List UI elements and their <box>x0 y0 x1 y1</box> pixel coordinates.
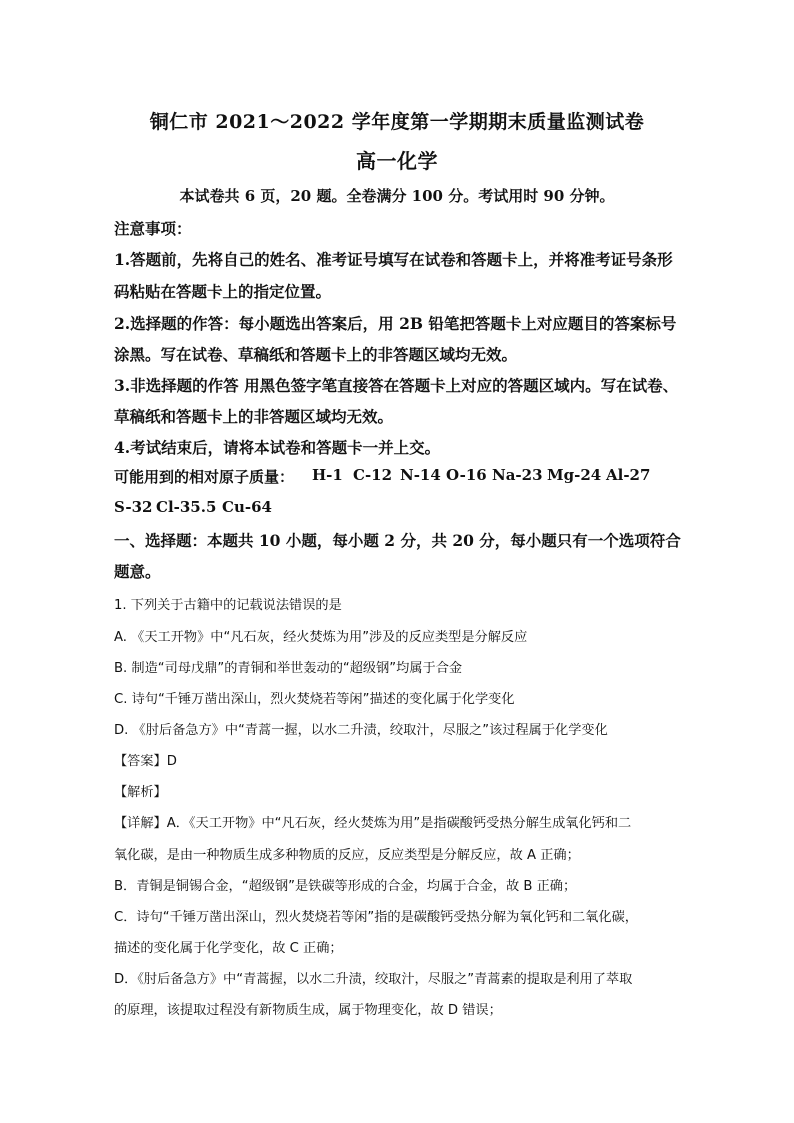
atomic-mass-value: S-32 <box>114 498 153 516</box>
detail-line: 氧化碳，是由一种物质生成多种物质的反应，反应类型是分解反应，故 A 正确； <box>114 848 580 863</box>
note-item-2-line-1: 2.选择题的作答：每小题选出答案后，用 2B 铅笔把答题卡上对应题目的答案标号 <box>114 314 677 333</box>
atomic-mass-value: C-12 <box>353 466 393 484</box>
atomic-mass-value: Mg-24 <box>547 466 602 484</box>
subject-title: 高一化学 <box>356 149 438 173</box>
atomic-mass-value: Al-27 <box>606 466 651 484</box>
option-b: B. 制造“司母戊鼎”的青铜和举世轰动的“超级钢”均属于合金 <box>114 661 463 676</box>
exam-summary: 本试卷共 6 页，20 题。全卷满分 100 分。考试用时 90 分钟。 <box>179 187 615 205</box>
note-item-3-line-1: 3.非选择题的作答 用黑色签字笔直接答在答题卡上对应的答题区域内。写在试卷、 <box>114 376 679 395</box>
answer-label: 【答案】D <box>114 754 177 769</box>
analysis-label: 【解析】 <box>114 785 167 800</box>
notes-heading: 注意事项： <box>114 219 192 238</box>
detail-line: D．《肘后备急方》中“青蒿握，以水二升渍，绞取汁，尽服之”青蒿素的提取是利用了萃取 <box>114 972 633 987</box>
option-a: A. 《天工开物》中“凡石灰，经火焚炼为用”涉及的反应类型是分解反应 <box>114 630 528 645</box>
note-item-1-line-1: 1.答题前，先将自己的姓名、准考证号填写在试卷和答题卡上，并将准考证号条形 <box>114 250 673 269</box>
note-item-3-line-2: 草稿纸和答题卡上的非答题区域均无效。 <box>114 407 394 426</box>
atomic-mass-label: 可能用到的相对原子质量： <box>114 468 295 486</box>
atomic-mass-value: Cu-64 <box>222 498 272 516</box>
atomic-mass-value: N-14 <box>400 466 441 484</box>
atomic-mass-value: O-16 <box>446 466 487 484</box>
option-d: D. 《肘后备急方》中“青蒿一握，以水二升渍，绞取汁，尽服之”该过程属于化学变化 <box>114 723 608 738</box>
section-heading-line-1: 一、选择题：本题共 10 小题，每小题 2 分，共 20 分，每小题只有一个选项符合 <box>114 531 681 550</box>
detail-line: 的原理，该提取过程没有新物质生成，属于物理变化，故 D 错误； <box>114 1003 502 1018</box>
atomic-mass-value: Cl-35.5 <box>156 498 217 516</box>
note-item-1-line-2: 码粘贴在答题卡上的指定位置。 <box>114 282 332 301</box>
atomic-mass-value: H-1 <box>312 466 343 484</box>
detail-line: C．诗句“千锤万凿出深山，烈火焚烧若等闲”指的是碳酸钙受热分解为氧化钙和二氧化碳， <box>114 910 638 925</box>
exam-title: 铜仁市 2021～2022 学年度第一学期期末质量监测试卷 <box>149 111 645 133</box>
detail-line: 描述的变化属于化学变化，故 C 正确； <box>114 941 343 956</box>
atomic-mass-value: Na-23 <box>492 466 543 484</box>
detail-line: 【详解】A．《天工开物》中“凡石灰，经火焚炼为用”是指碳酸钙受热分解生成氧化钙和二 <box>114 816 632 831</box>
note-item-4: 4.考试结束后，请将本试卷和答题卡一并上交。 <box>114 438 441 457</box>
question-stem: 1. 下列关于古籍中的记载说法错误的是 <box>114 598 342 613</box>
note-item-2-line-2: 涂黑。写在试卷、草稿纸和答题卡上的非答题区域均无效。 <box>114 345 518 364</box>
detail-line: B．青铜是铜锡合金，“超级钢”是铁碳等形成的合金，均属于合金，故 B 正确； <box>114 879 577 894</box>
section-heading-line-2: 题意。 <box>114 562 161 581</box>
option-c: C. 诗句“千锤万凿出深山，烈火焚烧若等闲”描述的变化属于化学变化 <box>114 692 515 707</box>
